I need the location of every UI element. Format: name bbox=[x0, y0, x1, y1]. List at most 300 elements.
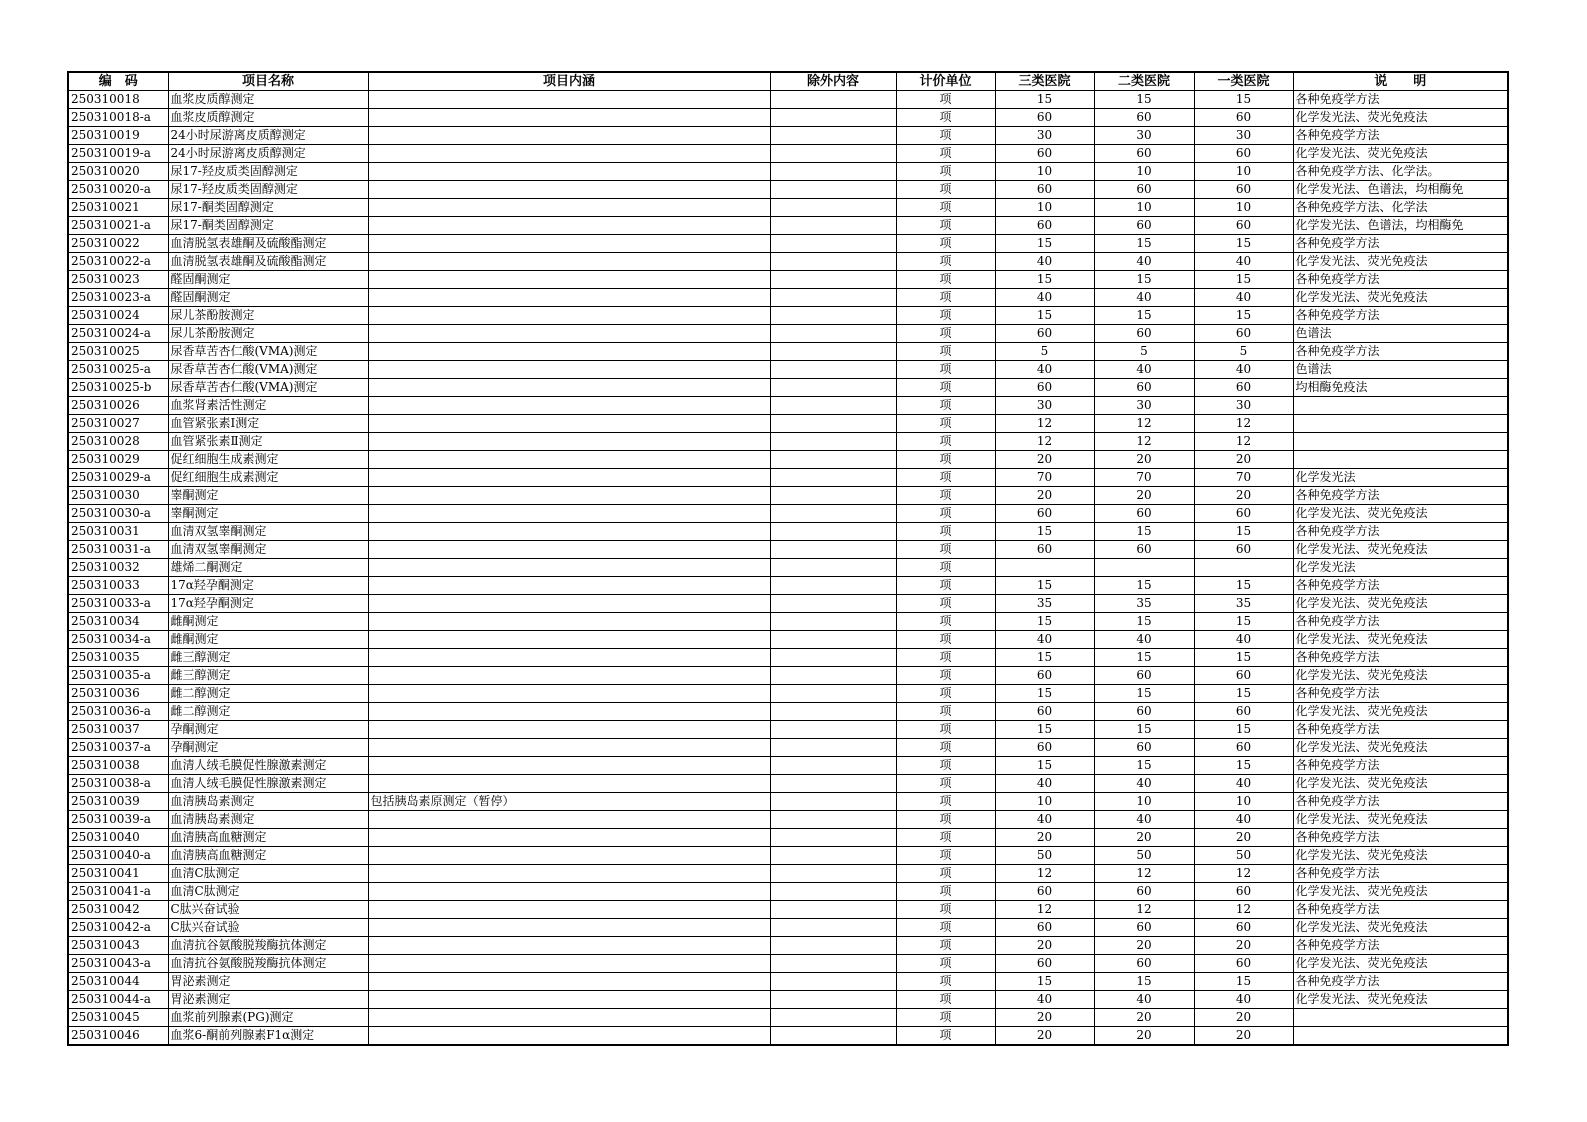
cell-content bbox=[368, 919, 770, 937]
cell-code: 250310041-a bbox=[68, 883, 168, 901]
cell-note: 各种免疫学方法 bbox=[1293, 523, 1508, 541]
cell-class1: 60 bbox=[1194, 541, 1293, 559]
cell-class2: 60 bbox=[1094, 505, 1194, 523]
cell-excluded bbox=[770, 145, 896, 163]
cell-note bbox=[1293, 451, 1508, 469]
cell-unit: 项 bbox=[896, 91, 995, 109]
cell-content bbox=[368, 865, 770, 883]
cell-unit: 项 bbox=[896, 523, 995, 541]
cell-class3: 10 bbox=[995, 793, 1094, 811]
cell-class3: 50 bbox=[995, 847, 1094, 865]
cell-name: 尿17-羟皮质类固醇测定 bbox=[168, 163, 368, 181]
cell-content bbox=[368, 163, 770, 181]
cell-excluded bbox=[770, 919, 896, 937]
cell-class3: 60 bbox=[995, 181, 1094, 199]
cell-content bbox=[368, 325, 770, 343]
cell-class1: 70 bbox=[1194, 469, 1293, 487]
cell-code: 250310037-a bbox=[68, 739, 168, 757]
table-row bbox=[68, 307, 1508, 325]
table-row bbox=[68, 919, 1508, 937]
cell-code: 250310025 bbox=[68, 343, 168, 361]
cell-excluded bbox=[770, 883, 896, 901]
cell-unit: 项 bbox=[896, 379, 995, 397]
table-row bbox=[68, 181, 1508, 199]
cell-class3: 60 bbox=[995, 379, 1094, 397]
cell-unit: 项 bbox=[896, 289, 995, 307]
cell-class1: 15 bbox=[1194, 577, 1293, 595]
cell-excluded bbox=[770, 901, 896, 919]
cell-name: 尿香草苦杏仁酸(VMA)测定 bbox=[168, 343, 368, 361]
cell-unit: 项 bbox=[896, 505, 995, 523]
cell-note: 化学发光法、荧光免疫法 bbox=[1293, 289, 1508, 307]
header-row bbox=[68, 72, 1508, 91]
cell-excluded bbox=[770, 127, 896, 145]
cell-code: 250310044 bbox=[68, 973, 168, 991]
cell-note: 各种免疫学方法 bbox=[1293, 127, 1508, 145]
cell-class3: 10 bbox=[995, 163, 1094, 181]
cell-code: 250310030 bbox=[68, 487, 168, 505]
cell-excluded bbox=[770, 811, 896, 829]
cell-unit: 项 bbox=[896, 757, 995, 775]
cell-unit: 项 bbox=[896, 667, 995, 685]
cell-class3: 20 bbox=[995, 1027, 1094, 1046]
cell-class3: 30 bbox=[995, 127, 1094, 145]
cell-class3: 60 bbox=[995, 541, 1094, 559]
table-row bbox=[68, 793, 1508, 811]
cell-name: 睾酮测定 bbox=[168, 487, 368, 505]
cell-excluded bbox=[770, 847, 896, 865]
cell-class3: 60 bbox=[995, 883, 1094, 901]
cell-code: 250310019-a bbox=[68, 145, 168, 163]
table-row bbox=[68, 559, 1508, 577]
cell-excluded bbox=[770, 487, 896, 505]
table-row bbox=[68, 973, 1508, 991]
cell-content bbox=[368, 181, 770, 199]
cell-unit: 项 bbox=[896, 433, 995, 451]
cell-class1: 60 bbox=[1194, 667, 1293, 685]
cell-excluded bbox=[770, 649, 896, 667]
cell-class1: 60 bbox=[1194, 883, 1293, 901]
cell-class1: 10 bbox=[1194, 199, 1293, 217]
cell-excluded bbox=[770, 937, 896, 955]
cell-class3: 15 bbox=[995, 757, 1094, 775]
cell-excluded bbox=[770, 451, 896, 469]
cell-content bbox=[368, 685, 770, 703]
cell-class3 bbox=[995, 559, 1094, 577]
cell-class2: 15 bbox=[1094, 613, 1194, 631]
cell-note: 各种免疫学方法 bbox=[1293, 937, 1508, 955]
cell-content bbox=[368, 523, 770, 541]
cell-class3: 20 bbox=[995, 487, 1094, 505]
cell-name: 尿香草苦杏仁酸(VMA)测定 bbox=[168, 379, 368, 397]
cell-class2: 60 bbox=[1094, 145, 1194, 163]
cell-class2: 20 bbox=[1094, 451, 1194, 469]
cell-class1: 40 bbox=[1194, 811, 1293, 829]
cell-class2: 20 bbox=[1094, 1027, 1194, 1046]
cell-unit: 项 bbox=[896, 253, 995, 271]
cell-class2: 10 bbox=[1094, 163, 1194, 181]
cell-class2: 20 bbox=[1094, 937, 1194, 955]
cell-name: 血清脱氢表雄酮及硫酸酯测定 bbox=[168, 235, 368, 253]
cell-unit: 项 bbox=[896, 883, 995, 901]
header-class1: 一类医院 bbox=[1194, 72, 1293, 91]
cell-unit: 项 bbox=[896, 991, 995, 1009]
cell-class3: 20 bbox=[995, 1009, 1094, 1027]
cell-class3: 12 bbox=[995, 865, 1094, 883]
cell-unit: 项 bbox=[896, 703, 995, 721]
cell-class2: 20 bbox=[1094, 1009, 1194, 1027]
cell-name: 血浆皮质醇测定 bbox=[168, 91, 368, 109]
cell-code: 250310024-a bbox=[68, 325, 168, 343]
table-row bbox=[68, 739, 1508, 757]
cell-unit: 项 bbox=[896, 559, 995, 577]
cell-code: 250310030-a bbox=[68, 505, 168, 523]
cell-code: 250310040-a bbox=[68, 847, 168, 865]
cell-excluded bbox=[770, 415, 896, 433]
cell-class1: 40 bbox=[1194, 991, 1293, 1009]
cell-class1: 20 bbox=[1194, 451, 1293, 469]
cell-name: 孕酮测定 bbox=[168, 739, 368, 757]
cell-class1: 10 bbox=[1194, 163, 1293, 181]
cell-class2: 10 bbox=[1094, 793, 1194, 811]
cell-class1: 60 bbox=[1194, 109, 1293, 127]
cell-note: 各种免疫学方法 bbox=[1293, 973, 1508, 991]
cell-excluded bbox=[770, 577, 896, 595]
cell-note: 化学发光法、荧光免疫法 bbox=[1293, 505, 1508, 523]
cell-content bbox=[368, 955, 770, 973]
cell-class2: 15 bbox=[1094, 649, 1194, 667]
cell-note: 化学发光法、色谱法，均相酶免 bbox=[1293, 181, 1508, 199]
cell-class2: 15 bbox=[1094, 523, 1194, 541]
cell-class2: 15 bbox=[1094, 271, 1194, 289]
cell-name: 血清C肽测定 bbox=[168, 865, 368, 883]
cell-content bbox=[368, 397, 770, 415]
cell-class2: 40 bbox=[1094, 811, 1194, 829]
cell-content bbox=[368, 469, 770, 487]
cell-excluded bbox=[770, 199, 896, 217]
cell-excluded bbox=[770, 235, 896, 253]
cell-class2: 40 bbox=[1094, 775, 1194, 793]
cell-class3: 60 bbox=[995, 505, 1094, 523]
cell-code: 250310021 bbox=[68, 199, 168, 217]
table-row bbox=[68, 937, 1508, 955]
cell-content bbox=[368, 901, 770, 919]
cell-class3: 60 bbox=[995, 325, 1094, 343]
cell-unit: 项 bbox=[896, 487, 995, 505]
table-row bbox=[68, 829, 1508, 847]
cell-code: 250310022 bbox=[68, 235, 168, 253]
cell-name: 血清双氢睾酮测定 bbox=[168, 523, 368, 541]
cell-unit: 项 bbox=[896, 451, 995, 469]
cell-note: 化学发光法、荧光免疫法 bbox=[1293, 109, 1508, 127]
cell-class2: 15 bbox=[1094, 973, 1194, 991]
cell-code: 250310039 bbox=[68, 793, 168, 811]
cell-content bbox=[368, 991, 770, 1009]
cell-name: 血清胰高血糖测定 bbox=[168, 847, 368, 865]
cell-class3: 70 bbox=[995, 469, 1094, 487]
cell-note: 各种免疫学方法 bbox=[1293, 307, 1508, 325]
cell-code: 250310042 bbox=[68, 901, 168, 919]
cell-note: 各种免疫学方法 bbox=[1293, 235, 1508, 253]
cell-excluded bbox=[770, 163, 896, 181]
cell-name: 雌酮测定 bbox=[168, 631, 368, 649]
cell-code: 250310040 bbox=[68, 829, 168, 847]
cell-name: 血清胰高血糖测定 bbox=[168, 829, 368, 847]
cell-note: 各种免疫学方法 bbox=[1293, 865, 1508, 883]
table-row bbox=[68, 1009, 1508, 1027]
cell-note: 化学发光法、荧光免疫法 bbox=[1293, 739, 1508, 757]
cell-note: 各种免疫学方法、化学法 bbox=[1293, 199, 1508, 217]
cell-excluded bbox=[770, 253, 896, 271]
cell-name: 血浆皮质醇测定 bbox=[168, 109, 368, 127]
cell-name: 雌二醇测定 bbox=[168, 685, 368, 703]
table-row bbox=[68, 775, 1508, 793]
cell-class1: 15 bbox=[1194, 235, 1293, 253]
cell-unit: 项 bbox=[896, 1009, 995, 1027]
cell-excluded bbox=[770, 109, 896, 127]
header-excluded: 除外内容 bbox=[770, 72, 896, 91]
cell-content bbox=[368, 109, 770, 127]
cell-class1: 15 bbox=[1194, 307, 1293, 325]
table-row bbox=[68, 109, 1508, 127]
cell-code: 250310031 bbox=[68, 523, 168, 541]
cell-note: 化学发光法、荧光免疫法 bbox=[1293, 631, 1508, 649]
cell-excluded bbox=[770, 523, 896, 541]
table-row bbox=[68, 847, 1508, 865]
cell-note: 各种免疫学方法、化学法。 bbox=[1293, 163, 1508, 181]
cell-unit: 项 bbox=[896, 469, 995, 487]
cell-code: 250310038-a bbox=[68, 775, 168, 793]
table-row bbox=[68, 523, 1508, 541]
table-row bbox=[68, 127, 1508, 145]
cell-content bbox=[368, 649, 770, 667]
cell-unit: 项 bbox=[896, 181, 995, 199]
cell-excluded bbox=[770, 91, 896, 109]
cell-code: 250310037 bbox=[68, 721, 168, 739]
cell-code: 250310023-a bbox=[68, 289, 168, 307]
cell-note: 化学发光法、色谱法，均相酶免 bbox=[1293, 217, 1508, 235]
cell-unit: 项 bbox=[896, 235, 995, 253]
cell-name: 血清C肽测定 bbox=[168, 883, 368, 901]
cell-excluded bbox=[770, 613, 896, 631]
cell-class3: 40 bbox=[995, 361, 1094, 379]
cell-class3: 20 bbox=[995, 829, 1094, 847]
cell-unit: 项 bbox=[896, 217, 995, 235]
cell-note: 化学发光法、荧光免疫法 bbox=[1293, 595, 1508, 613]
cell-class3: 15 bbox=[995, 523, 1094, 541]
cell-code: 250310033 bbox=[68, 577, 168, 595]
cell-content bbox=[368, 91, 770, 109]
cell-code: 250310043-a bbox=[68, 955, 168, 973]
table-row bbox=[68, 217, 1508, 235]
cell-class3: 40 bbox=[995, 289, 1094, 307]
cell-code: 250310031-a bbox=[68, 541, 168, 559]
cell-class1: 60 bbox=[1194, 181, 1293, 199]
cell-content bbox=[368, 199, 770, 217]
cell-code: 250310046 bbox=[68, 1027, 168, 1046]
table-row bbox=[68, 343, 1508, 361]
cell-class2: 15 bbox=[1094, 91, 1194, 109]
cell-class1: 10 bbox=[1194, 793, 1293, 811]
cell-class1: 15 bbox=[1194, 649, 1293, 667]
cell-excluded bbox=[770, 217, 896, 235]
cell-code: 250310045 bbox=[68, 1009, 168, 1027]
cell-content bbox=[368, 289, 770, 307]
cell-content bbox=[368, 217, 770, 235]
cell-code: 250310019 bbox=[68, 127, 168, 145]
cell-excluded bbox=[770, 775, 896, 793]
cell-class1: 5 bbox=[1194, 343, 1293, 361]
cell-excluded bbox=[770, 829, 896, 847]
cell-note: 化学发光法、荧光免疫法 bbox=[1293, 847, 1508, 865]
cell-content bbox=[368, 703, 770, 721]
cell-name: 17α羟孕酮测定 bbox=[168, 595, 368, 613]
cell-unit: 项 bbox=[896, 739, 995, 757]
table-row bbox=[68, 595, 1508, 613]
cell-excluded bbox=[770, 865, 896, 883]
cell-class2: 70 bbox=[1094, 469, 1194, 487]
table-row bbox=[68, 361, 1508, 379]
cell-class3: 60 bbox=[995, 109, 1094, 127]
cell-excluded bbox=[770, 757, 896, 775]
cell-note: 各种免疫学方法 bbox=[1293, 685, 1508, 703]
cell-content bbox=[368, 541, 770, 559]
cell-name: 醛固酮测定 bbox=[168, 271, 368, 289]
cell-content bbox=[368, 595, 770, 613]
cell-unit: 项 bbox=[896, 847, 995, 865]
cell-excluded bbox=[770, 469, 896, 487]
cell-code: 250310027 bbox=[68, 415, 168, 433]
table-row bbox=[68, 397, 1508, 415]
cell-excluded bbox=[770, 307, 896, 325]
cell-class3: 60 bbox=[995, 145, 1094, 163]
table-row bbox=[68, 991, 1508, 1009]
cell-name: 血清脱氢表雄酮及硫酸酯测定 bbox=[168, 253, 368, 271]
cell-excluded bbox=[770, 991, 896, 1009]
cell-code: 250310035 bbox=[68, 649, 168, 667]
cell-class2: 12 bbox=[1094, 901, 1194, 919]
cell-class2 bbox=[1094, 559, 1194, 577]
table-row bbox=[68, 451, 1508, 469]
cell-unit: 项 bbox=[896, 649, 995, 667]
cell-name: 血清胰岛素测定 bbox=[168, 793, 368, 811]
header-content: 项目内涵 bbox=[368, 72, 770, 91]
cell-unit: 项 bbox=[896, 631, 995, 649]
cell-excluded bbox=[770, 955, 896, 973]
cell-unit: 项 bbox=[896, 109, 995, 127]
cell-content bbox=[368, 757, 770, 775]
cell-excluded bbox=[770, 325, 896, 343]
table-row bbox=[68, 883, 1508, 901]
cell-name: 血浆前列腺素(PG)测定 bbox=[168, 1009, 368, 1027]
cell-class1 bbox=[1194, 559, 1293, 577]
cell-note bbox=[1293, 433, 1508, 451]
cell-class2: 12 bbox=[1094, 415, 1194, 433]
cell-class3: 60 bbox=[995, 739, 1094, 757]
table-row bbox=[68, 685, 1508, 703]
cell-note: 化学发光法、荧光免疫法 bbox=[1293, 253, 1508, 271]
cell-name: 雌三醇测定 bbox=[168, 667, 368, 685]
cell-name: 雌二醇测定 bbox=[168, 703, 368, 721]
cell-class3: 40 bbox=[995, 775, 1094, 793]
cell-class2: 15 bbox=[1094, 235, 1194, 253]
cell-code: 250310021-a bbox=[68, 217, 168, 235]
cell-class2: 15 bbox=[1094, 721, 1194, 739]
cell-content bbox=[368, 361, 770, 379]
cell-content bbox=[368, 1009, 770, 1027]
cell-note: 各种免疫学方法 bbox=[1293, 91, 1508, 109]
cell-note: 化学发光法、荧光免疫法 bbox=[1293, 919, 1508, 937]
cell-name: 血浆6-酮前列腺素F1α测定 bbox=[168, 1027, 368, 1046]
cell-unit: 项 bbox=[896, 955, 995, 973]
cell-class2: 40 bbox=[1094, 631, 1194, 649]
cell-content bbox=[368, 775, 770, 793]
cell-class3: 15 bbox=[995, 271, 1094, 289]
cell-name: 睾酮测定 bbox=[168, 505, 368, 523]
cell-excluded bbox=[770, 181, 896, 199]
cell-class3: 15 bbox=[995, 613, 1094, 631]
cell-class3: 30 bbox=[995, 397, 1094, 415]
cell-code: 250310043 bbox=[68, 937, 168, 955]
cell-class1: 15 bbox=[1194, 721, 1293, 739]
cell-excluded bbox=[770, 703, 896, 721]
cell-class1: 15 bbox=[1194, 523, 1293, 541]
cell-class1: 40 bbox=[1194, 289, 1293, 307]
table-row bbox=[68, 235, 1508, 253]
cell-class3: 15 bbox=[995, 685, 1094, 703]
cell-class2: 60 bbox=[1094, 379, 1194, 397]
cell-code: 250310035-a bbox=[68, 667, 168, 685]
cell-excluded bbox=[770, 541, 896, 559]
cell-name: 血清胰岛素测定 bbox=[168, 811, 368, 829]
cell-class1: 60 bbox=[1194, 505, 1293, 523]
cell-code: 250310022-a bbox=[68, 253, 168, 271]
cell-content bbox=[368, 973, 770, 991]
cell-class3: 15 bbox=[995, 577, 1094, 595]
cell-code: 250310034 bbox=[68, 613, 168, 631]
cell-note: 化学发光法、荧光免疫法 bbox=[1293, 541, 1508, 559]
cell-note: 化学发光法、荧光免疫法 bbox=[1293, 991, 1508, 1009]
cell-excluded bbox=[770, 397, 896, 415]
cell-code: 250310020-a bbox=[68, 181, 168, 199]
cell-excluded bbox=[770, 793, 896, 811]
cell-class3: 60 bbox=[995, 919, 1094, 937]
cell-note bbox=[1293, 1009, 1508, 1027]
cell-content bbox=[368, 613, 770, 631]
table-row bbox=[68, 199, 1508, 217]
cell-content bbox=[368, 253, 770, 271]
cell-class2: 12 bbox=[1094, 433, 1194, 451]
header-code: 编 码 bbox=[68, 72, 168, 91]
cell-code: 250310032 bbox=[68, 559, 168, 577]
cell-unit: 项 bbox=[896, 397, 995, 415]
cell-unit: 项 bbox=[896, 937, 995, 955]
cell-note bbox=[1293, 397, 1508, 415]
cell-unit: 项 bbox=[896, 127, 995, 145]
cell-excluded bbox=[770, 559, 896, 577]
table-row bbox=[68, 955, 1508, 973]
cell-excluded bbox=[770, 631, 896, 649]
cell-class2: 30 bbox=[1094, 397, 1194, 415]
cell-class3: 15 bbox=[995, 649, 1094, 667]
table-row bbox=[68, 505, 1508, 523]
cell-name: 血管紧张素Ⅱ测定 bbox=[168, 433, 368, 451]
cell-class1: 12 bbox=[1194, 415, 1293, 433]
cell-unit: 项 bbox=[896, 685, 995, 703]
cell-excluded bbox=[770, 685, 896, 703]
cell-note: 各种免疫学方法 bbox=[1293, 343, 1508, 361]
cell-unit: 项 bbox=[896, 361, 995, 379]
